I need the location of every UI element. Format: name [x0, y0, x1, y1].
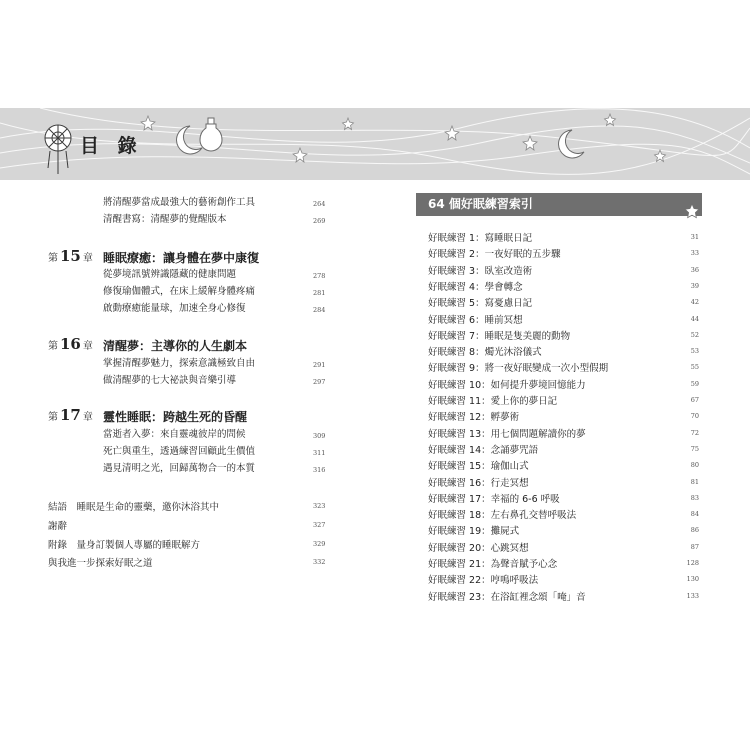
practice-label: 好眠練習 13：	[428, 429, 491, 440]
practice-title: 瑜伽山式	[490, 461, 529, 472]
page-number: 39	[690, 282, 699, 290]
practice-label: 好眠練習 10：	[428, 380, 491, 391]
practice-title: 心跳冥想	[490, 543, 529, 554]
page-number: 133	[686, 592, 699, 600]
practice-title: 睡眠是隻美麗的動物	[484, 331, 571, 342]
page-number: 81	[690, 478, 699, 486]
page-number: 83	[690, 494, 699, 502]
toc-entry: 清醒書寫：清醒夢的覺醒版本	[103, 214, 227, 225]
practice-label: 好眠練習 18：	[428, 510, 491, 521]
page-number: 59	[690, 380, 699, 388]
toc-entry: 啟動療癒能量球，加速全身心修復	[103, 303, 246, 314]
index-header: 64 個好眠練習索引	[416, 193, 702, 216]
index-row	[428, 507, 576, 521]
practice-title: 念誦夢咒語	[490, 445, 539, 456]
index-row	[428, 458, 529, 472]
page-number: 84	[690, 510, 699, 518]
practice-label: 好眠練習 4：	[428, 282, 485, 293]
practice-label: 好眠練習 7：	[428, 331, 485, 342]
index-row	[428, 409, 519, 423]
star-icon	[684, 203, 700, 219]
index-row	[428, 377, 586, 391]
index-row	[428, 572, 538, 586]
page-number: 329	[313, 540, 326, 548]
index-row	[428, 230, 532, 244]
page-number: 291	[313, 361, 326, 369]
practice-title: 如何提升夢境回憶能力	[490, 380, 586, 391]
toc-entry: 掌握清醒夢魅力，探索意識極致自由	[103, 358, 256, 369]
index-row	[428, 556, 557, 570]
practice-label: 好眠練習 9：	[428, 363, 485, 374]
page-number: 264	[313, 200, 326, 208]
practice-label: 好眠練習 6：	[428, 315, 485, 326]
page-number: 281	[313, 289, 326, 297]
index-row	[428, 360, 608, 374]
practice-label: 好眠練習 21：	[428, 559, 491, 570]
practice-label: 好眠練習 16：	[428, 478, 491, 489]
page-number: 44	[690, 315, 699, 323]
page-number: 128	[686, 559, 699, 567]
practice-title: 孵夢術	[490, 412, 520, 423]
practice-label: 好眠練習 1：	[428, 233, 485, 244]
page-number: 75	[690, 445, 699, 453]
index-row	[428, 475, 529, 489]
practice-title: 臥室改造術	[484, 266, 533, 277]
practice-title: 用七個問題解讀你的夢	[490, 429, 586, 440]
page-number: 297	[313, 378, 326, 386]
page-number: 309	[313, 432, 326, 440]
page-number: 327	[313, 521, 326, 529]
practice-label: 好眠練習 3：	[428, 266, 485, 277]
practice-label: 好眠練習 22：	[428, 575, 491, 586]
page-number: 36	[690, 266, 699, 274]
index-row	[428, 426, 586, 440]
index-row	[428, 246, 561, 260]
practice-label: 好眠練習 11：	[428, 396, 491, 407]
practice-title: 學會轉念	[484, 282, 523, 293]
page-number: 53	[690, 347, 699, 355]
end-matter-entry: 附錄 量身訂製個人專屬的睡眠解方	[48, 540, 201, 551]
chapter-title: 睡眠療癒：讓身體在夢中康復	[103, 251, 260, 265]
page-number: 67	[690, 396, 699, 404]
end-matter-entry: 與我進一步探索好眠之道	[48, 558, 153, 569]
index-row	[428, 523, 519, 537]
index-row	[428, 589, 586, 603]
toc-entry: 從夢境訊號辨識隱藏的健康問題	[103, 269, 237, 280]
practice-label: 好眠練習 2：	[428, 249, 485, 260]
page-number: 87	[690, 543, 699, 551]
page-number: 278	[313, 272, 326, 280]
practice-label: 好眠練習 23：	[428, 592, 491, 603]
page-number: 55	[690, 363, 699, 371]
page-number: 269	[313, 217, 326, 225]
toc-entry: 遇見清明之光，回歸萬物合一的本質	[103, 463, 256, 474]
index-row	[428, 491, 560, 505]
page-number: 284	[313, 306, 326, 314]
index-row	[428, 263, 532, 277]
practice-title: 一夜好眠的五步驟	[484, 249, 561, 260]
page-number: 72	[690, 429, 699, 437]
practice-title: 左右鼻孔交替呼吸法	[490, 510, 577, 521]
practice-label: 好眠練習 19：	[428, 526, 491, 537]
page-number: 323	[313, 502, 326, 510]
page-number: 86	[690, 526, 699, 534]
practice-label: 好眠練習 14：	[428, 445, 491, 456]
practice-title: 幸福的 6-6 呼吸	[490, 494, 560, 505]
index-row	[428, 328, 570, 342]
page-number: 332	[313, 558, 326, 566]
practice-label: 好眠練習 8：	[428, 347, 485, 358]
practice-title: 寫憂慮日記	[484, 298, 533, 309]
page-number: 311	[313, 449, 326, 457]
page-number: 42	[690, 298, 699, 306]
practice-label: 好眠練習 12：	[428, 412, 491, 423]
index-row	[428, 295, 532, 309]
chapter-label: 第 16 章	[48, 335, 93, 353]
page-number: 130	[686, 575, 699, 583]
practice-label: 好眠練習 17：	[428, 494, 491, 505]
chapter-title: 靈性睡眠：跨越生死的昏醒	[103, 410, 248, 424]
practice-label: 好眠練習 5：	[428, 298, 485, 309]
practice-title: 睡前冥想	[484, 315, 523, 326]
index-row	[428, 540, 529, 554]
chapter-label: 第 15 章	[48, 247, 93, 265]
chapter-title: 清醒夢：主導你的人生劇本	[103, 339, 248, 353]
index-row	[428, 312, 523, 326]
page-number: 80	[690, 461, 699, 469]
practice-title: 燭光沐浴儀式	[484, 347, 542, 358]
page-title: 目 錄	[80, 135, 143, 157]
practice-title: 為聲音賦予心念	[490, 559, 558, 570]
practice-title: 愛上你的夢日記	[490, 396, 558, 407]
practice-label: 好眠練習 15：	[428, 461, 491, 472]
end-matter-entry: 結語 睡眠是生命的靈藥，邀你沐浴其中	[48, 502, 220, 513]
chapter-label: 第 17 章	[48, 406, 93, 424]
practice-title: 寫睡眠日記	[484, 233, 533, 244]
page-number: 31	[690, 233, 699, 241]
toc-left-column	[0, 0, 340, 750]
practice-title: 在浴缸裡念頌「唵」音	[490, 592, 586, 603]
practice-title: 攤屍式	[490, 526, 520, 537]
practice-title: 行走冥想	[490, 478, 529, 489]
page-number: 33	[690, 249, 699, 257]
page-number: 70	[690, 412, 699, 420]
index-row	[428, 442, 538, 456]
practice-label: 好眠練習 20：	[428, 543, 491, 554]
practice-title: 將一夜好眠變成一次小型假期	[484, 363, 609, 374]
toc-entry: 修復瑜伽體式，在床上緩解身體疼痛	[103, 286, 256, 297]
page-number: 316	[313, 466, 326, 474]
toc-entry: 將清醒夢當成最強大的藝術創作工具	[103, 197, 256, 208]
index-row	[428, 344, 542, 358]
end-matter-entry: 謝辭	[48, 521, 68, 532]
toc-entry: 做清醒夢的七大祕訣與音樂引導	[103, 375, 237, 386]
toc-entry: 死亡與重生，透過練習回顧此生價值	[103, 446, 256, 457]
practice-title: 哼鳴呼吸法	[490, 575, 539, 586]
index-row	[428, 279, 523, 293]
index-row	[428, 393, 557, 407]
page-number: 52	[690, 331, 699, 339]
toc-entry: 當逝者入夢：來自靈魂彼岸的問候	[103, 429, 246, 440]
